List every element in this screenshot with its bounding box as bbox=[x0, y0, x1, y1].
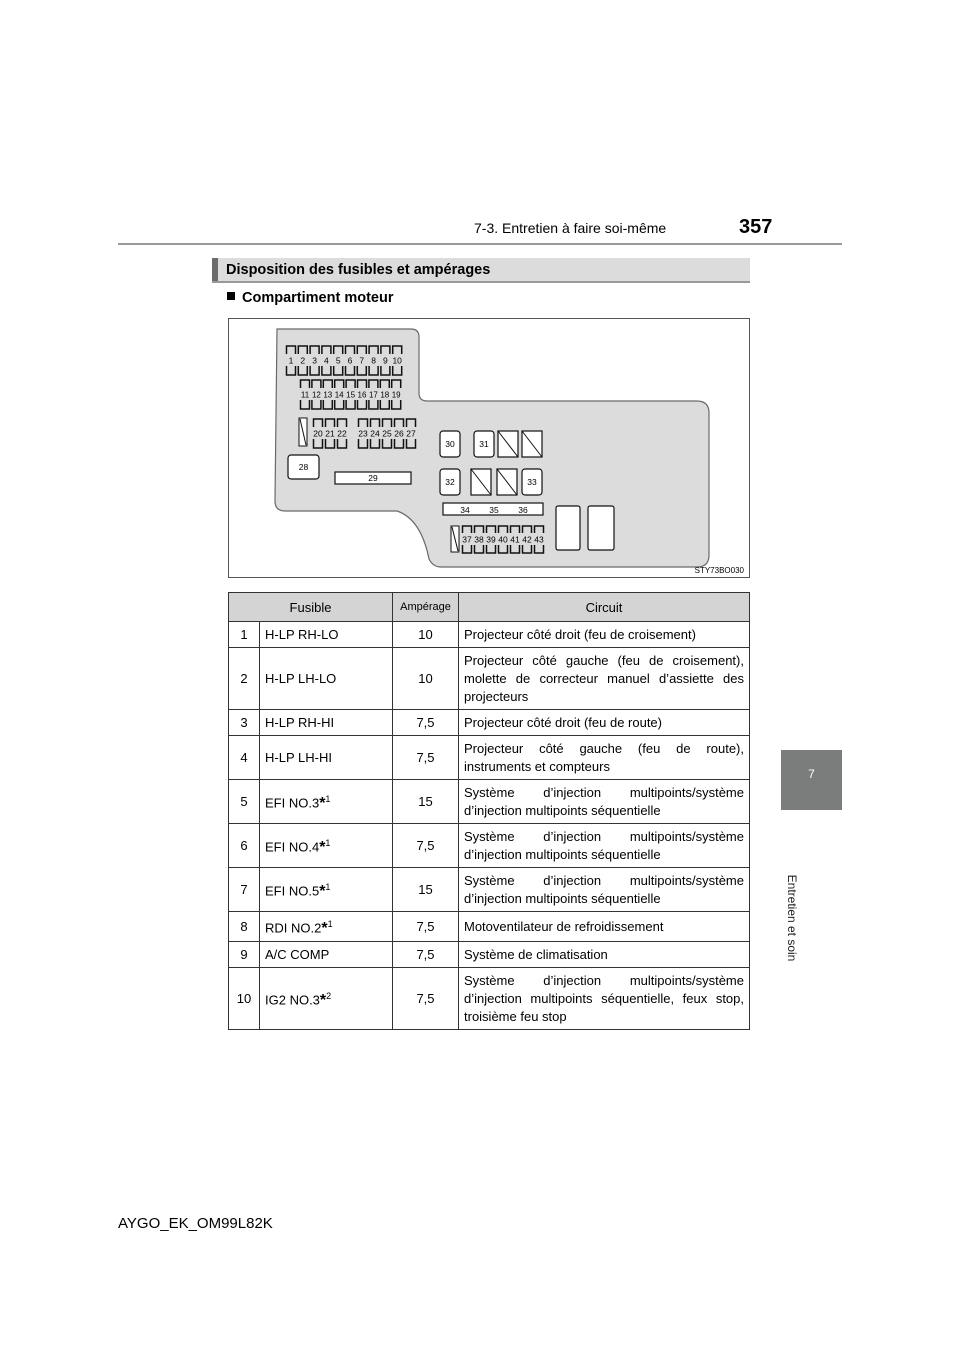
fuse-amperage: 7,5 bbox=[393, 736, 459, 780]
fuse-label: 17 bbox=[368, 390, 378, 400]
asterisk-icon: * bbox=[319, 839, 326, 856]
running-header-section: 7-3. Entretien à faire soi-même bbox=[474, 220, 667, 236]
fuse-label: 30 bbox=[445, 439, 455, 449]
table-row bbox=[229, 942, 750, 968]
fuse-label: 8 bbox=[371, 355, 376, 366]
fuse-circuit: Motoventilateur de refroidissement bbox=[459, 912, 750, 942]
fuse-amperage: 7,5 bbox=[393, 912, 459, 942]
fuse-label: 40 bbox=[498, 534, 508, 545]
fuse-name bbox=[260, 648, 393, 710]
fuse-label: 41 bbox=[510, 534, 520, 545]
fuse-label: 9 bbox=[383, 355, 388, 366]
fuse-label: 14 bbox=[334, 390, 344, 400]
footnote-number: 1 bbox=[327, 919, 333, 929]
fuse-name-text: H-LP RH-LO bbox=[265, 626, 339, 642]
fuse-label: 27 bbox=[406, 428, 416, 439]
footnote-number: 1 bbox=[325, 882, 331, 892]
fuse-label: 32 bbox=[445, 477, 455, 487]
footnote-marker bbox=[319, 794, 331, 812]
fuse-label: 31 bbox=[479, 439, 489, 449]
diagram-code: STY73BO030 bbox=[694, 566, 744, 575]
fuse-amperage: 10 bbox=[393, 622, 459, 648]
fuse-label: 2 bbox=[300, 355, 306, 366]
fuse-name bbox=[260, 710, 393, 736]
fuse-label: 1 bbox=[288, 355, 294, 366]
fuse-number: 1 bbox=[229, 622, 260, 648]
subheading bbox=[227, 290, 393, 306]
fuse-amperage: 7,5 bbox=[393, 942, 459, 968]
fuse-circuit: Système d’injection multipoints/système d’injection multipoints séquentielle, feux stop, troisième feu stop bbox=[459, 968, 750, 1030]
fuse-name-text: H-LP RH-HI bbox=[265, 714, 335, 730]
fuse-label: 39 bbox=[486, 534, 496, 545]
fuse-name bbox=[260, 622, 393, 648]
footnote-marker bbox=[319, 838, 331, 856]
footnote-marker bbox=[321, 919, 333, 937]
fuse-box-diagram bbox=[228, 318, 750, 578]
header-circuit: Circuit bbox=[459, 593, 750, 622]
fuse-table bbox=[228, 592, 750, 1030]
fuse-name-text: H-LP LH-LO bbox=[265, 670, 337, 686]
footnote-number: 1 bbox=[325, 794, 331, 804]
fuse-amperage: 10 bbox=[393, 648, 459, 710]
fuse-amperage: 15 bbox=[393, 868, 459, 912]
fuse-label: 43 bbox=[534, 534, 544, 545]
fuse-box-drawing bbox=[229, 319, 749, 577]
fuse-amperage: 7,5 bbox=[393, 824, 459, 868]
fuse-name bbox=[260, 780, 393, 824]
fuse-circuit: Système de climatisation bbox=[459, 942, 750, 968]
fuse-amperage: 15 bbox=[393, 780, 459, 824]
fuse-name bbox=[260, 912, 393, 942]
asterisk-icon: * bbox=[319, 992, 327, 1009]
footer-document-code: AYGO_EK_OM99L82K bbox=[118, 1215, 273, 1232]
fuse-circuit: Projecteur côté gauche (feu de croisement), molette de correcteur manuel d’assiette des projecteurs bbox=[459, 648, 750, 710]
fuse-label: 3 bbox=[312, 355, 317, 366]
table-row bbox=[229, 648, 750, 710]
fuse-label: 10 bbox=[392, 355, 402, 366]
fuse-amperage: 7,5 bbox=[393, 710, 459, 736]
fuse-label: 29 bbox=[368, 473, 378, 483]
fuse-number: 4 bbox=[229, 736, 260, 780]
fuse-label: 35 bbox=[489, 505, 499, 515]
fuse-label: 25 bbox=[382, 428, 392, 439]
large-relay bbox=[588, 506, 614, 550]
fuse-circuit: Système d’injection multipoints/système d’injection multipoints séquentielle bbox=[459, 824, 750, 868]
fuse-name-text: EFI NO.5 bbox=[265, 883, 320, 899]
fuse-name-text: RDI NO.2 bbox=[265, 920, 322, 936]
fuse-number: 6 bbox=[229, 824, 260, 868]
asterisk-icon: * bbox=[319, 883, 326, 900]
fuse-number: 9 bbox=[229, 942, 260, 968]
fuse-label: 20 bbox=[313, 428, 323, 439]
fuse-label: 11 bbox=[300, 390, 310, 400]
fuse-name-text: A/C COMP bbox=[265, 946, 330, 962]
fuse-name bbox=[260, 736, 393, 780]
asterisk-icon: * bbox=[319, 795, 326, 812]
fuse-amperage: 7,5 bbox=[393, 968, 459, 1030]
fuse-label: 5 bbox=[335, 355, 341, 366]
table-row bbox=[229, 622, 750, 648]
fuse-circuit: Projecteur côté droit (feu de route) bbox=[459, 710, 750, 736]
table-row bbox=[229, 968, 750, 1030]
fuse-name-text: EFI NO.4 bbox=[265, 839, 320, 855]
fuse-label: 13 bbox=[323, 390, 333, 400]
fuse-number: 7 bbox=[229, 868, 260, 912]
header-amperage: Ampérage bbox=[393, 593, 459, 622]
fuse-label: 16 bbox=[357, 390, 367, 400]
fuse-label: 12 bbox=[311, 390, 321, 400]
subheading-text: Compartiment moteur bbox=[242, 290, 394, 306]
table-row bbox=[229, 780, 750, 824]
fuse-number: 10 bbox=[229, 968, 260, 1030]
header-rule bbox=[118, 243, 842, 245]
footnote-marker bbox=[319, 882, 331, 900]
table-row bbox=[229, 736, 750, 780]
fuse-label: 28 bbox=[298, 462, 309, 472]
chapter-side-label-text: Entretien et soin bbox=[785, 874, 799, 962]
fuse-circuit: Projecteur côté gauche (feu de route), instruments et compteurs bbox=[459, 736, 750, 780]
fuse-label: 21 bbox=[325, 428, 335, 439]
fuse-label: 4 bbox=[324, 355, 329, 366]
fuse-circuit: Projecteur côté droit (feu de croisement) bbox=[459, 622, 750, 648]
chapter-tab: 7 bbox=[781, 750, 842, 810]
fuse-name-text: EFI NO.3 bbox=[265, 795, 320, 811]
table-row bbox=[229, 912, 750, 942]
fuse-label: 33 bbox=[527, 477, 537, 487]
large-relay bbox=[556, 506, 580, 550]
footnote-number: 2 bbox=[326, 991, 332, 1001]
fuse-table-header-row bbox=[229, 593, 750, 622]
fuse-label: 37 bbox=[462, 534, 472, 545]
fuse-number: 8 bbox=[229, 912, 260, 942]
fuse-label: 42 bbox=[522, 534, 532, 545]
fuse-label: 38 bbox=[474, 534, 484, 545]
fuse-label: 23 bbox=[358, 428, 368, 439]
fuse-label: 22 bbox=[337, 428, 347, 439]
fuse-label: 18 bbox=[380, 390, 390, 400]
fuse-number: 5 bbox=[229, 780, 260, 824]
table-row bbox=[229, 710, 750, 736]
table-row bbox=[229, 868, 750, 912]
section-heading-bar bbox=[212, 258, 218, 281]
fuse-label: 15 bbox=[346, 390, 356, 400]
fuse-name-text: IG2 NO.3 bbox=[265, 992, 320, 1008]
fuse-name bbox=[260, 868, 393, 912]
fuse-label: 6 bbox=[347, 355, 353, 366]
asterisk-icon: * bbox=[321, 920, 328, 937]
fuse-circuit: Système d’injection multipoints/système d’injection multipoints séquentielle bbox=[459, 868, 750, 912]
fuse-name bbox=[260, 968, 393, 1030]
chapter-side-label bbox=[782, 848, 802, 988]
section-heading bbox=[212, 258, 750, 283]
footnote-number: 1 bbox=[325, 838, 331, 848]
section-heading-text: Disposition des fusibles et ampérages bbox=[226, 262, 491, 278]
fuse-label: 34 bbox=[460, 505, 470, 515]
fuse-label: 19 bbox=[391, 390, 401, 400]
table-row bbox=[229, 824, 750, 868]
fuse-label: 7 bbox=[359, 355, 365, 366]
fuse-number: 2 bbox=[229, 648, 260, 710]
fuse-label: 36 bbox=[518, 505, 528, 515]
fuse-number: 3 bbox=[229, 710, 260, 736]
page-number: 357 bbox=[739, 216, 773, 238]
square-bullet-icon bbox=[227, 292, 235, 300]
fuse-name-text: H-LP LH-HI bbox=[265, 749, 332, 765]
fuse-circuit: Système d’injection multipoints/système d’injection multipoints séquentielle bbox=[459, 780, 750, 824]
footnote-marker bbox=[319, 991, 332, 1009]
fuse-name bbox=[260, 824, 393, 868]
fuse-label: 24 bbox=[370, 428, 380, 439]
fuse-table-body bbox=[229, 622, 750, 1030]
fuse-label: 26 bbox=[394, 428, 404, 439]
fuse-name bbox=[260, 942, 393, 968]
header-fuse: Fusible bbox=[229, 593, 393, 622]
